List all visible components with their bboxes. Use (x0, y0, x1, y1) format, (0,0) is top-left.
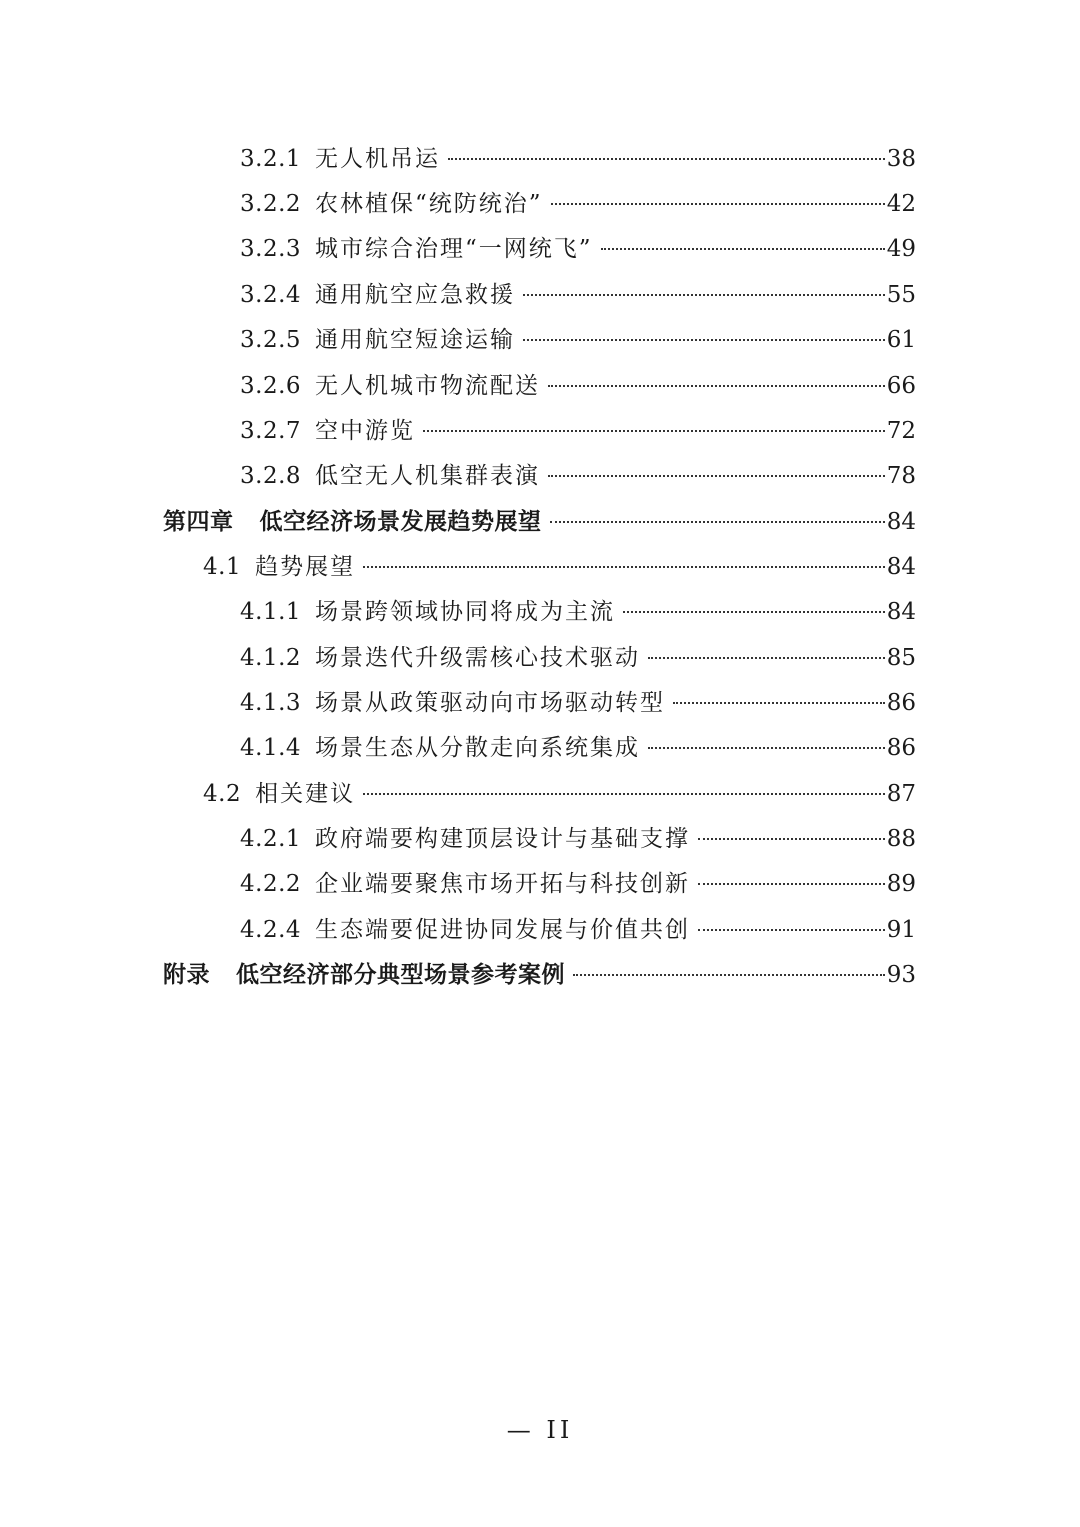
toc-entry-number: 4.2.2 (240, 871, 302, 897)
dot-leader (698, 883, 885, 885)
dot-leader (623, 611, 885, 613)
toc-appendix-entry[interactable] (163, 955, 916, 995)
toc-entry-title: 企业端要聚焦市场开拓与科技创新 (315, 871, 691, 897)
page-number-footer: — II (506, 1416, 574, 1444)
toc-entry-title: 无人机城市物流配送 (315, 373, 541, 399)
toc-entry-title: 通用航空短途运输 (315, 327, 516, 353)
toc-entry-page: 42 (886, 191, 916, 217)
toc-entry-page: 84 (886, 599, 916, 625)
toc-entry[interactable] (240, 910, 916, 950)
toc-chapter-entry[interactable] (163, 502, 916, 542)
toc-entry-number: 3.2.4 (240, 282, 302, 308)
toc-entry[interactable] (240, 456, 916, 496)
toc-entry-title: 场景迭代升级需核心技术驱动 (315, 645, 641, 671)
dot-leader (550, 521, 885, 523)
toc-section-entry[interactable] (203, 547, 916, 587)
toc-entry-number: 3.2.6 (240, 373, 302, 399)
toc-entry-title: 趋势展望 (255, 554, 356, 580)
toc-entry-page: 38 (886, 146, 916, 172)
toc-entry[interactable] (240, 229, 916, 269)
toc-entry-number: 4.2 (203, 781, 242, 807)
toc-entry-title: 低空经济场景发展趋势展望 (259, 508, 542, 535)
dot-leader (648, 747, 885, 749)
toc-entry[interactable] (240, 411, 916, 451)
toc-entry-number: 3.2.3 (240, 236, 302, 262)
toc-entry[interactable] (240, 275, 916, 315)
toc-entry-number: 4.1.4 (240, 735, 302, 761)
toc-section-entry[interactable] (203, 774, 916, 814)
toc-entry-number: 第四章 (163, 508, 234, 535)
toc-entry-number: 4.1.1 (240, 599, 302, 625)
dot-leader (363, 566, 885, 568)
toc-entry-title: 农林植保“统防统治” (315, 191, 543, 217)
dot-leader (548, 385, 885, 387)
toc-entry-title: 城市综合治理“一网统飞” (315, 236, 593, 262)
toc-entry-page: 84 (886, 509, 916, 535)
toc-entry-title: 空中游览 (315, 418, 416, 444)
toc-entry[interactable] (240, 819, 916, 859)
toc-entry[interactable] (240, 184, 916, 224)
toc-entry-page: 88 (886, 826, 916, 852)
toc-entry-title: 生态端要促进协同发展与价值共创 (315, 917, 691, 943)
toc-entry-number: 3.2.2 (240, 191, 302, 217)
dot-leader (448, 158, 885, 160)
toc-entry-number: 3.2.5 (240, 327, 302, 353)
toc-entry[interactable] (240, 320, 916, 360)
toc-entry-number: 4.1.3 (240, 690, 302, 716)
toc-entry-title: 场景跨领域协同将成为主流 (315, 599, 616, 625)
toc-entry[interactable] (240, 592, 916, 632)
toc-entry-title: 政府端要构建顶层设计与基础支撑 (315, 826, 691, 852)
toc-entry-number: 3.2.7 (240, 418, 302, 444)
dot-leader (601, 248, 885, 250)
toc-entry[interactable] (240, 366, 916, 406)
dot-leader (673, 702, 885, 704)
dot-leader (698, 929, 885, 931)
toc-entry-title: 无人机吊运 (315, 146, 441, 172)
toc-entry[interactable] (240, 728, 916, 768)
toc-entry-number: 4.2.1 (240, 826, 302, 852)
toc-entry-page: 49 (886, 236, 916, 262)
dot-leader (648, 657, 885, 659)
toc-entry-page: 86 (886, 735, 916, 761)
toc-entry-page: 72 (886, 418, 916, 444)
toc-entry-page: 91 (886, 917, 916, 943)
toc-entry-number: 3.2.8 (240, 463, 302, 489)
toc-entry-page: 61 (886, 327, 916, 353)
dot-leader (523, 339, 885, 341)
toc-entry-page: 84 (886, 554, 916, 580)
toc-entry-page: 86 (886, 690, 916, 716)
dot-leader (548, 475, 885, 477)
dot-leader (523, 294, 885, 296)
dot-leader (363, 793, 885, 795)
toc-entry[interactable] (240, 638, 916, 678)
toc-entry-number: 3.2.1 (240, 146, 302, 172)
toc-entry-title: 场景从政策驱动向市场驱动转型 (315, 690, 666, 716)
toc-entry[interactable] (240, 683, 916, 723)
toc-entry-page: 85 (886, 645, 916, 671)
dot-leader (698, 838, 885, 840)
toc-entry-title: 低空无人机集群表演 (315, 463, 541, 489)
toc-entry-title: 低空经济部分典型场景参考案例 (236, 961, 565, 988)
toc-entry-number: 4.1.2 (240, 645, 302, 671)
toc-entry-page: 93 (886, 962, 916, 988)
toc-entry-title: 场景生态从分散走向系统集成 (315, 735, 641, 761)
toc-entry-number: 4.2.4 (240, 917, 302, 943)
toc-entry-page: 89 (886, 871, 916, 897)
toc-entry-number: 4.1 (203, 554, 242, 580)
dot-leader (551, 203, 885, 205)
toc-entry-page: 87 (886, 781, 916, 807)
toc-entry-number: 附录 (163, 961, 210, 988)
toc-entry[interactable] (240, 139, 916, 179)
toc-entry[interactable] (240, 864, 916, 904)
dot-leader (573, 974, 885, 976)
toc-entry-page: 66 (886, 373, 916, 399)
toc-entry-title: 相关建议 (255, 781, 356, 807)
toc-entry-title: 通用航空应急救援 (315, 282, 516, 308)
dot-leader (423, 430, 885, 432)
toc-entry-page: 55 (886, 282, 916, 308)
toc-entry-page: 78 (886, 463, 916, 489)
